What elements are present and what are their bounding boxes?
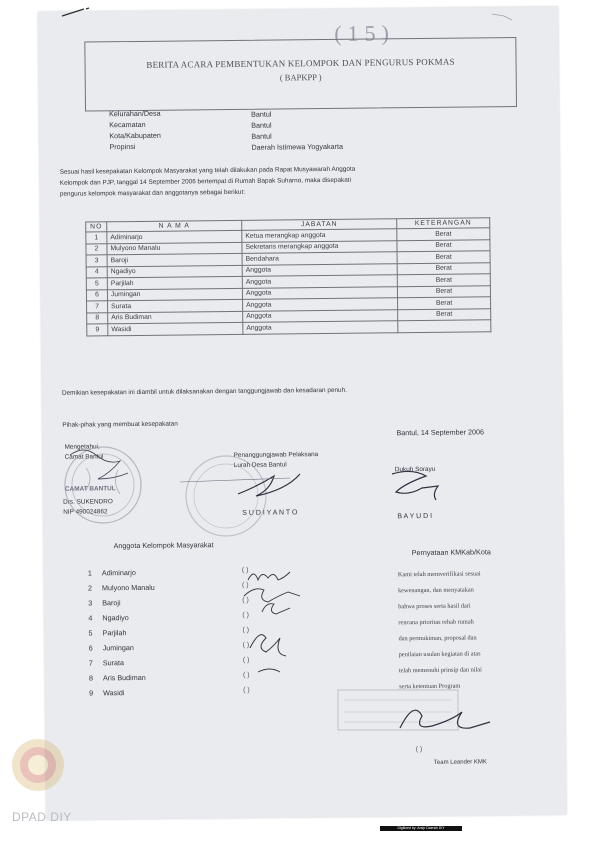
location-label: Kelurahan/Desa	[109, 108, 161, 119]
cell-jabatan: Anggota	[242, 275, 397, 288]
signatory-name: Drs. SUKENDRO	[63, 498, 113, 506]
signatory-role: Mengetahui,	[64, 443, 100, 451]
signatory-role: Lurah Desa Bantul	[233, 461, 287, 469]
cell-jabatan: Anggota	[243, 321, 398, 334]
document-subtitle: ( BAPKPP )	[279, 72, 322, 83]
kmk-line: penilaian usulan kegiatan di atas	[398, 650, 481, 659]
cell-nama: Baroji	[107, 253, 242, 266]
cell-no: 6	[86, 289, 107, 301]
cell-keterangan: Berat	[398, 308, 491, 320]
location-label: Kecamatan	[109, 119, 146, 130]
signature-slot: ( )	[242, 611, 249, 619]
members-heading: Anggota Kelompok Masyarakat	[113, 540, 214, 551]
document-title: BERITA ACARA PEMBENTUKAN KELOMPOK DAN PENGURUS POKMAS	[146, 56, 455, 70]
cell-nama: Mulyono Manalu	[107, 242, 242, 255]
cell-keterangan: Berat	[397, 262, 490, 274]
location-label: Kota/Kabupaten	[109, 130, 161, 141]
cell-keterangan: Berat	[397, 251, 490, 263]
signatory-role: Camat Bantul	[64, 453, 104, 461]
cell-nama: Wasidi	[108, 322, 243, 335]
signature-slot: ( )	[242, 656, 250, 664]
cell-jabatan: Anggota	[243, 309, 398, 322]
list-item-no: 2	[87, 583, 93, 593]
list-item	[88, 658, 125, 668]
location-value: Daerah Istimewa Yogyakarta	[251, 141, 343, 152]
cell-nama: Ngadiyo	[107, 265, 242, 278]
kmk-line: bahwa proses serta hasil dari	[398, 602, 471, 611]
list-item-name: Ngadiyo	[102, 613, 129, 623]
list-item-no: 7	[88, 658, 93, 668]
cell-jabatan: Anggota	[243, 298, 398, 311]
parties-label: Pihak-pihak yang membuat kesepakatan	[62, 420, 178, 429]
kmk-line: Kami telah memverifikasi sesuai	[397, 570, 481, 579]
header-keterangan: KETERANGAN	[397, 218, 490, 229]
signatory-role: Penanggungjawab Pelaksana	[233, 451, 319, 459]
signatory-name: S U D I Y A N T O	[242, 509, 298, 517]
list-item	[87, 582, 155, 593]
kmk-line: serta ketentuan Program	[399, 682, 461, 691]
kmk-line: dan permukiman, proposal dan	[398, 634, 477, 643]
cell-no: 8	[87, 312, 108, 324]
header-no: NO	[86, 222, 107, 232]
cell-jabatan: Anggota	[242, 263, 397, 276]
cell-no: 9	[87, 324, 108, 336]
cell-nama: Parjilah	[107, 276, 242, 289]
kmk-heading: Pernyataan KMKab/Kota	[411, 547, 491, 558]
cell-jabatan: Anggota	[242, 286, 397, 299]
cell-no: 5	[86, 278, 107, 290]
cell-no: 7	[87, 301, 108, 313]
cell-keterangan: Berat	[397, 228, 490, 240]
document-page	[38, 7, 566, 820]
list-item	[88, 672, 146, 683]
list-item-name: Jumingan	[102, 643, 134, 653]
signature-slot: ( )	[243, 686, 250, 694]
cell-keterangan: Berat	[398, 297, 491, 309]
kmk-line: kewenangan, dan menyatakan	[398, 586, 474, 595]
title-box	[84, 37, 517, 112]
list-item-name: Surata	[102, 658, 125, 668]
list-item	[88, 643, 134, 653]
cell-nama: Aris Budiman	[108, 311, 243, 324]
cell-keterangan	[398, 320, 491, 332]
list-item-no: 3	[88, 598, 93, 608]
cell-no: 1	[86, 232, 107, 244]
location-value: Bantul	[251, 131, 272, 141]
signature-slot: ( )	[242, 596, 249, 604]
cell-jabatan: Ketua merangkap anggota	[242, 229, 397, 242]
list-item-no: 1	[87, 568, 92, 578]
list-item-no: 5	[88, 628, 93, 638]
cell-jabatan: Sekretaris merangkap anggota	[242, 240, 397, 253]
signature-slot: ( )	[241, 581, 249, 589]
signatory-role: Dukuh Sorayu	[394, 465, 436, 474]
list-item-name: Wasidi	[103, 688, 125, 698]
intro-line: Kelompok dan PJP, tanggal 14 September 2006 bertempat di Rumah Bapak Suharno, maka disepakati	[59, 176, 352, 187]
kmk-line: telah memenuhi prinsip dan nilai	[398, 666, 482, 675]
list-item-no: 8	[88, 673, 94, 683]
intro-line: pengurus kelompok masyarakat dan anggotanya sebagai berikut:	[59, 188, 246, 198]
location-value: Bantul	[251, 109, 272, 119]
signature-slot: ( )	[242, 671, 250, 679]
cell-jabatan: Bendahara	[242, 252, 397, 265]
cell-keterangan: Berat	[397, 285, 490, 297]
list-item-no: 9	[89, 688, 94, 698]
location-label: Propinsi	[109, 141, 136, 152]
kmk-line: rencana prioritas rehab rumah	[398, 618, 474, 627]
cell-no: 3	[86, 255, 107, 267]
kmk-signature-slot: ( )	[415, 746, 423, 754]
list-item-no: 6	[88, 643, 93, 653]
list-item	[88, 598, 121, 608]
footer-mark: Digitized by: Arsip Daerah DIY	[380, 826, 462, 831]
cell-nama: Surata	[108, 299, 243, 312]
cell-nama: Adiminarjo	[107, 230, 242, 243]
cell-keterangan: Berat	[397, 239, 490, 251]
cell-nama: Jumingan	[107, 288, 242, 301]
header-nama: N A M A	[107, 220, 242, 231]
signatory-nip: NIP 490024862	[63, 508, 108, 516]
signatory-name: B A Y U D I	[397, 512, 433, 521]
signature-slot: ( )	[242, 626, 250, 634]
list-item-name: Baroji	[102, 598, 121, 608]
kmk-signer: Team Leander KMK	[433, 759, 487, 766]
list-item-name: Adiminarjo	[101, 568, 136, 578]
signature-slot: ( )	[241, 566, 249, 574]
list-item-no: 4	[88, 613, 93, 623]
list-item	[87, 568, 136, 578]
closing-statement: Demikian kesepakatan ini diambil untuk dilaksanakan dengan tanggungjawab dan kesadaran penuh.	[61, 386, 347, 397]
location-value: Bantul	[251, 120, 272, 130]
dpad-watermark: DPAD DIY	[12, 810, 72, 824]
list-item	[88, 613, 129, 623]
cell-no: 4	[86, 266, 107, 278]
list-item	[89, 688, 125, 698]
header-jabatan: JABATAN	[242, 219, 397, 231]
cell-keterangan: Berat	[397, 274, 490, 286]
stamp-text: CAMAT BANTUL	[64, 485, 116, 493]
intro-line: Sesuai hasil kesepakatan Kelompok Masyarakat yang telah dilakukan pada Rapat Musyawarah Anggota	[59, 165, 356, 176]
list-item-name: Mulyono Manalu	[101, 582, 155, 593]
list-item-name: Aris Budiman	[102, 672, 146, 683]
list-item-name: Parjilah	[102, 628, 127, 638]
signature-slot: ( )	[242, 641, 250, 649]
cell-no: 2	[86, 243, 107, 255]
place-date: Bantul, 14 September 2006	[396, 427, 484, 438]
member-table	[85, 217, 491, 336]
list-item	[88, 628, 127, 638]
handwritten-page-number: (15)	[334, 20, 396, 46]
